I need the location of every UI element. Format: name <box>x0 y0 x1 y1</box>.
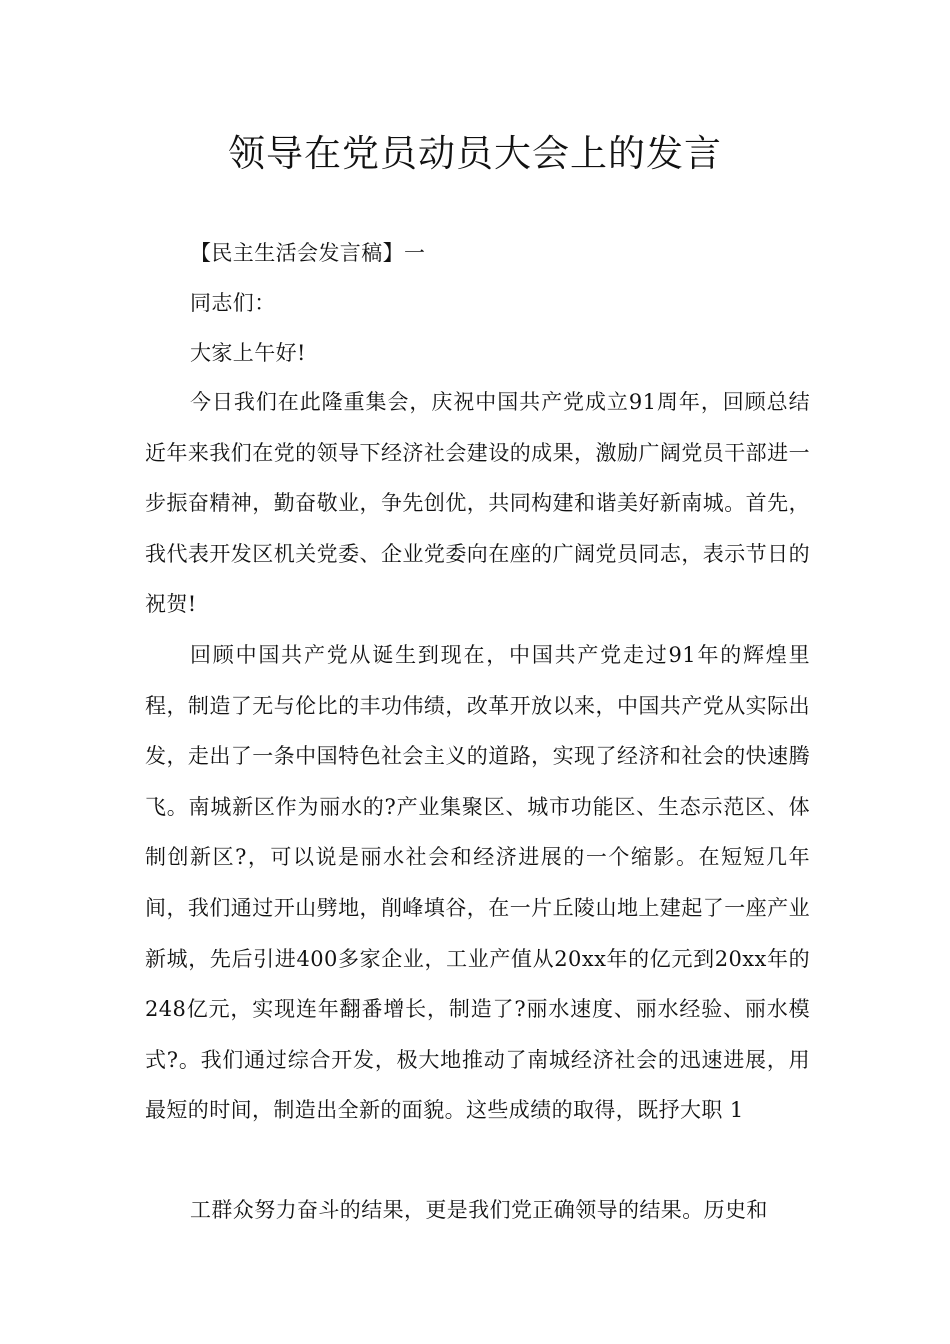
document-title: 领导在党员动员大会上的发言 <box>228 132 722 175</box>
paragraph-greeting: 大家上午好! <box>190 341 306 365</box>
paragraph-body-1: 今日我们在此隆重集会，庆祝中国共产党成立91周年，回顾总结近年来我们在党的领导下经济社会建设的成果，激励广阔党员干部进一步振奋精神，勤奋敬业，争先创优，共同构建和谐美好新南城。首先，我代表开发区机关党委、企业党委向在座的广阔党员同志，表示节日的祝贺! <box>145 390 810 617</box>
paragraph-body-2: 回顾中国共产党从诞生到现在，中国共产党走过91年的辉煌里程，制造了无与伦比的丰功伟绩，改革开放以来，中国共产党从实际出发，走出了一条中国特色社会主义的道路，实现了经济和社会的快速腾飞。南城新区作为丽水的?产业集聚区、城市功能区、生态示范区、体制创新区?，可以说是丽水社会和经济进展的一个缩影。在短短几年间，我们通过开山劈地，削峰填谷，在一片丘陵山地上建起了一座产业新城，先后引进400多家企业，工业产值从20xx年的亿元到20xx年的248亿元，实现连年翻番增长，制造了?丽水速度、丽水经验、丽水模式?。我们通过综合开发，极大地推动了南城经济社会的迅速进展，用最短的时间，制造出全新的面貌。这些成绩的取得，既抒大职 1 <box>145 643 810 1123</box>
paragraph-salutation: 同志们： <box>190 291 276 315</box>
paragraph-heading-label: 【民主生活会发言稿】一 <box>190 241 426 265</box>
paragraph-body-3: 工群众努力奋斗的结果，更是我们党正确领导的结果。历史和 <box>190 1198 768 1222</box>
